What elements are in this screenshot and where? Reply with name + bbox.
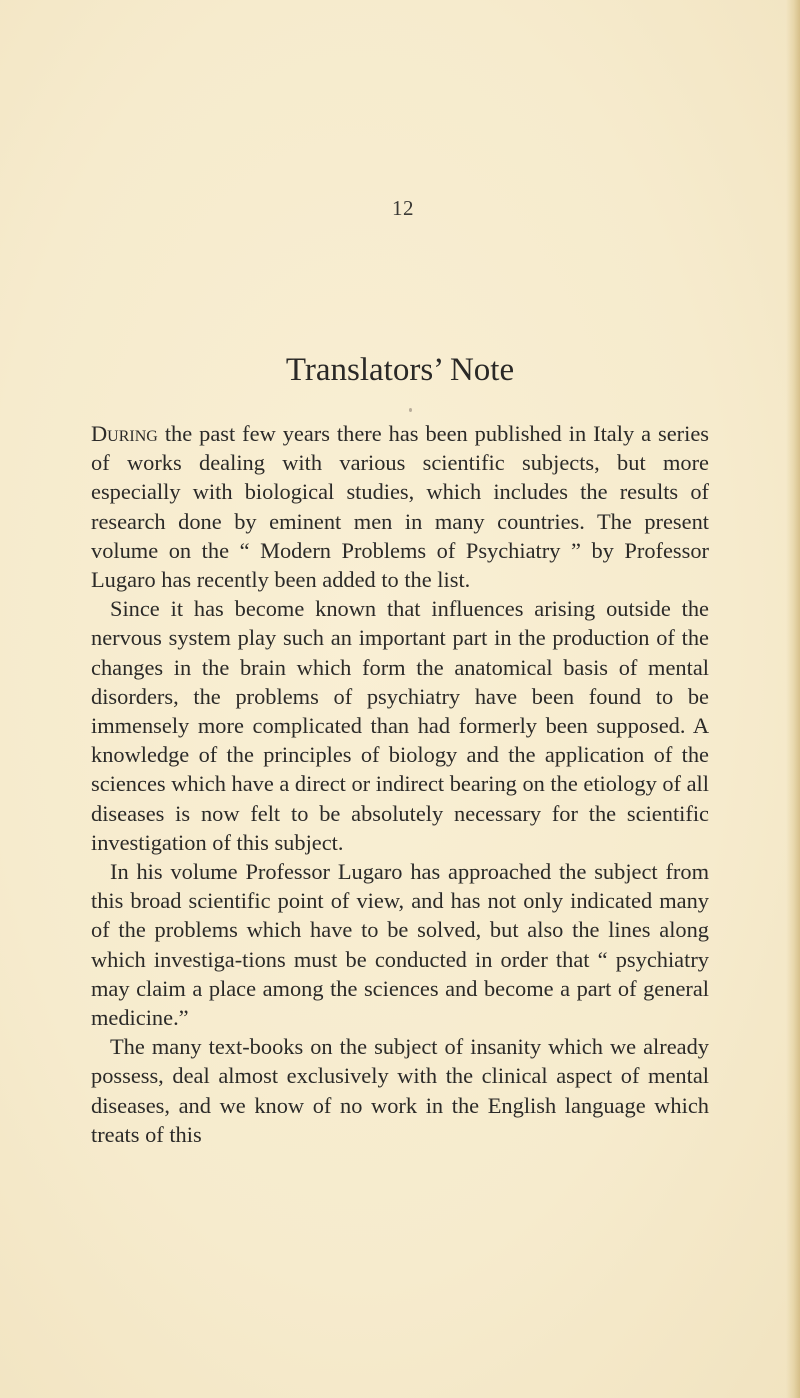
- page-number: 12: [392, 196, 414, 220]
- ink-speck: [409, 408, 412, 412]
- body-text: [91, 419, 709, 1149]
- page-title: Translators’ Note: [285, 352, 515, 388]
- paragraph-2: Since it has become known that influences arising outside the nervous system play such an important part in the production of the changes in the brain which form the anatomical basis of mental disorders, the problems of psychiatry have been found to be immensely more complicated than had formerly been supposed. A knowledge of the principles of biology and the application of the sciences which have a direct or indirect bearing on the etiology of all diseases is now felt to be absolutely necessary for the scientific investigation of this subject.: [91, 596, 709, 855]
- paragraph-1: [91, 419, 709, 594]
- paragraph-3: In his volume Professor Lugaro has approached the subject from this broad scientific point of view, and has not only indicated many of the problems which have to be solved, but also the lines along which investiga-tions must be conducted in order that “ psychiatry may claim a place among the sciences and become a part of general medicine.”: [91, 859, 709, 1031]
- paragraph-1-text: the past few years there has been published in Italy a series of works dealing with various scientific subjects, but more especially with biological studies, which includes the results of research done by eminent men in many countries. The present volume on the “ Modern Problems of Psychiatry ” by Professor Lugaro has recently been added to the list.: [91, 421, 709, 593]
- paragraph-1-lead-word: During: [91, 421, 158, 446]
- page-edge-shadow: [786, 0, 800, 1398]
- paragraph-4: The many text-books on the subject of insanity which we already possess, deal almost exclusively with the clinical aspect of mental diseases, and we know of no work in the English language which treats of this: [91, 1034, 709, 1147]
